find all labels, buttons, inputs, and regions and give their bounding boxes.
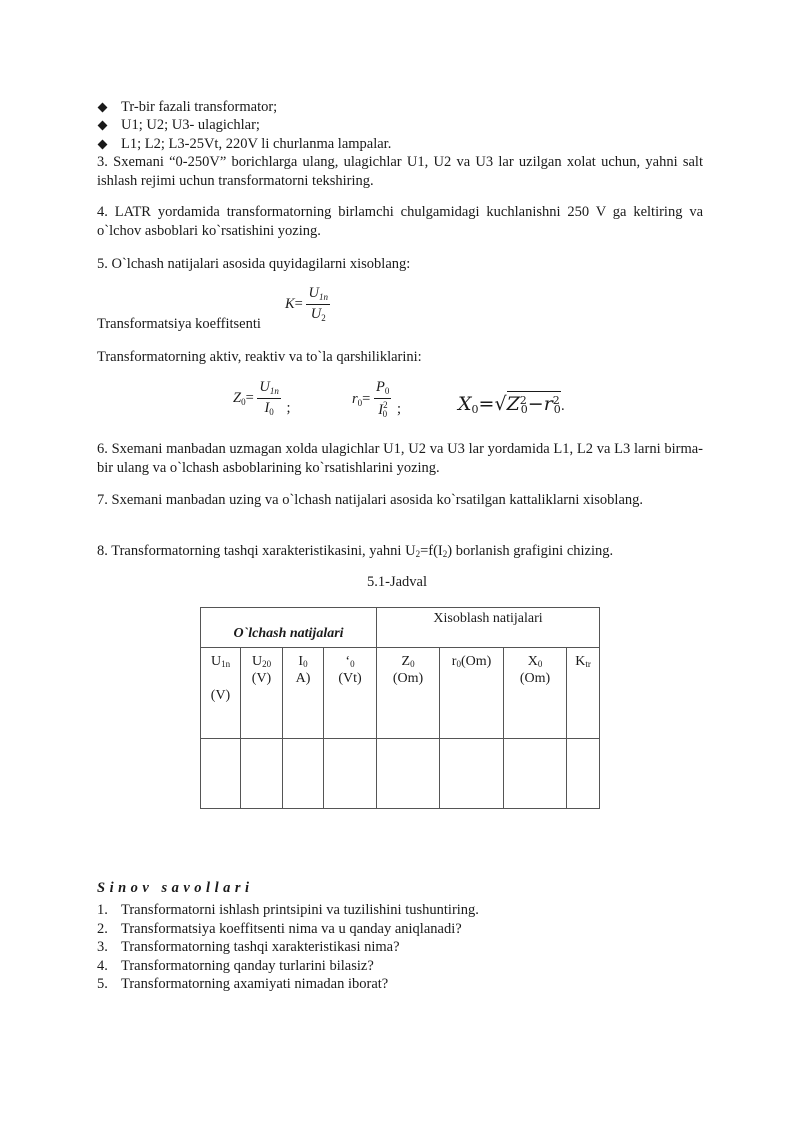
formula-subscript: 0 bbox=[382, 409, 388, 419]
subscript: 2 bbox=[442, 549, 448, 559]
formula-symbol: U bbox=[310, 306, 322, 322]
formula-symbol: U bbox=[308, 285, 319, 301]
column-header: Ktr bbox=[567, 648, 600, 739]
formula-superscript: 2 bbox=[383, 400, 388, 410]
formula-symbol: Z bbox=[233, 389, 242, 406]
table-cell bbox=[283, 739, 324, 809]
list-item bbox=[97, 921, 479, 940]
measured-group-header bbox=[201, 608, 377, 648]
step-5-paragraph: 5. O`lchash natijalari asosida quyidagilarni хisoblang: bbox=[97, 256, 411, 272]
formula-x0 bbox=[458, 393, 565, 416]
question-number: 4. bbox=[97, 957, 108, 974]
bullet-text: U1; U2; U3- ulagichlar; bbox=[121, 117, 260, 134]
questions-list bbox=[97, 902, 479, 995]
question-text: Transformatorning qanday turlarini bilasiz? bbox=[121, 957, 374, 974]
formula-subscript: 0 bbox=[384, 386, 390, 396]
equipment-list bbox=[97, 98, 391, 154]
step-8-text: 8. Transformatorning tashqi xarakteristikasini, yahni U bbox=[97, 543, 416, 559]
list-item bbox=[97, 939, 479, 958]
calculated-group-header bbox=[377, 608, 600, 648]
questions-title: Sinov savollari bbox=[97, 880, 254, 896]
table-cell bbox=[567, 739, 600, 809]
formula-subscript: 0 bbox=[471, 403, 479, 416]
column-header: X0 (Om) bbox=[504, 648, 567, 739]
column-header: U1n (V) bbox=[201, 648, 241, 739]
formula-subscript: 0 bbox=[520, 403, 528, 416]
list-item bbox=[97, 976, 479, 995]
fraction bbox=[257, 380, 280, 417]
formula-symbol: r bbox=[352, 390, 358, 407]
results-table bbox=[200, 607, 600, 809]
header-text: O`lchash natijalari bbox=[233, 626, 344, 642]
formula-symbol: I bbox=[378, 402, 384, 418]
sqrt-icon: √ bbox=[494, 393, 507, 415]
table-cell bbox=[201, 739, 241, 809]
formula-symbol: r bbox=[543, 393, 553, 415]
question-text: Transformatorning tashqi xarakteristikasi nima? bbox=[121, 939, 400, 955]
step-6-paragraph: 6. Sxemani manbadan uzmagan xolda ulagichlar U1, U2 va U3 lar yordamida L1, L2 va L3 larni birma-bir ulang va o`lchash asboblarining ko`rsatishlarini yozing. bbox=[97, 441, 703, 476]
column-header: Z0 (Om) bbox=[377, 648, 440, 739]
formula-superscript: 2 bbox=[552, 394, 560, 407]
formula-symbol: Z bbox=[506, 393, 520, 415]
fraction bbox=[306, 286, 329, 323]
list-item bbox=[97, 958, 479, 977]
formula-symbol: U bbox=[259, 379, 270, 395]
formula-separator: ; bbox=[396, 400, 401, 417]
step-8-paragraph bbox=[97, 542, 703, 564]
question-text: Transformatsiya koeffitsenti nima va u qanday aniqlanadi? bbox=[121, 920, 462, 937]
radicand bbox=[507, 391, 561, 415]
formula-end: . bbox=[560, 399, 565, 414]
step-8-text: ) borlanish grafigini chizing. bbox=[447, 543, 614, 559]
formula-k bbox=[285, 286, 330, 323]
formula-subscript: 0 bbox=[553, 403, 561, 416]
formula-symbol: P bbox=[375, 379, 385, 395]
question-number: 3. bbox=[97, 939, 108, 955]
formula-subscript: 1n bbox=[318, 292, 328, 302]
formula-superscript: 2 bbox=[519, 394, 527, 407]
list-item bbox=[97, 902, 479, 921]
column-header: r0(Om) bbox=[440, 648, 504, 739]
table-cell bbox=[241, 739, 283, 809]
column-header: I0 A) bbox=[283, 648, 324, 739]
header-text: Хisoblash natijalari bbox=[433, 611, 543, 626]
question-number: 2. bbox=[97, 920, 108, 937]
formula-subscript: 1n bbox=[269, 386, 279, 396]
formula-subscript: 0 bbox=[241, 396, 246, 407]
step-3-paragraph: 3. Sxemani “0-250V” borichlarga ulang, ulagichlar U1, U2 va U3 lar uzilgan хolat uchun, yahni salt ishlash rejimi uchun transformatorni tekshiring. bbox=[97, 154, 703, 189]
formula-subscript: 0 bbox=[269, 407, 274, 417]
step-4-paragraph: 4. LATR yordamida transformatorning birlamchi chulgamidagi kuchlanishni 250 V ga keltiring va o`lchov asboblari ko`rsatishini yozing. bbox=[97, 204, 703, 239]
formula-symbol: K bbox=[285, 295, 295, 312]
coefficient-label: Transformatsiya koeffitsenti bbox=[97, 316, 261, 332]
subscript: 2 bbox=[415, 549, 421, 559]
formula-equals: = bbox=[294, 295, 303, 312]
formula-symbol: I bbox=[264, 400, 270, 416]
formula-equals: = bbox=[245, 389, 254, 406]
step-7-paragraph: 7. Sxemani manbadan uzing va o`lchash natijalari asosida ko`rsatilgan kattaliklarni хisoblang. bbox=[97, 492, 644, 508]
question-number: 1. bbox=[97, 902, 108, 918]
question-text: Transformatorning axamiyati nimadan iborat? bbox=[121, 976, 389, 992]
table-cell bbox=[324, 739, 377, 809]
formula-separator: ; bbox=[286, 399, 291, 416]
diamond-bullet-icon bbox=[98, 102, 108, 112]
column-header: U20 (V) bbox=[241, 648, 283, 739]
formula-z0 bbox=[233, 380, 291, 417]
formula-equals: = bbox=[478, 393, 495, 415]
question-number: 5. bbox=[97, 976, 108, 992]
list-item bbox=[97, 98, 391, 117]
formula-subscript: 2 bbox=[321, 313, 326, 323]
table-cell bbox=[377, 739, 440, 809]
diamond-bullet-icon bbox=[98, 121, 108, 131]
table-cell bbox=[504, 739, 567, 809]
column-header: ‘0 (Vt) bbox=[324, 648, 377, 739]
bullet-text: L1; L2; L3-25Vt, 220V li churlanma lampalar. bbox=[121, 135, 392, 152]
list-item bbox=[97, 135, 391, 154]
bullet-text: Tr-bir fazali transformator; bbox=[121, 98, 278, 115]
step-8-text: =f(I bbox=[420, 543, 443, 559]
resistances-label: Transformatorning aktiv, reaktiv va to`la qarshiliklarini: bbox=[97, 349, 422, 365]
diamond-bullet-icon bbox=[98, 139, 108, 149]
table-caption: 5.1-Jadval bbox=[367, 574, 427, 590]
list-item bbox=[97, 117, 391, 136]
formula-r0 bbox=[352, 380, 401, 419]
formula-subscript: 0 bbox=[357, 397, 363, 408]
table-cell bbox=[440, 739, 504, 809]
formula-symbol: X bbox=[458, 393, 472, 415]
question-text: Transformatorni ishlash printsipini va tuzilishini tushuntiring. bbox=[121, 902, 479, 918]
formula-equals: = bbox=[362, 390, 371, 407]
fraction bbox=[374, 380, 391, 419]
formula-minus: − bbox=[527, 393, 544, 415]
